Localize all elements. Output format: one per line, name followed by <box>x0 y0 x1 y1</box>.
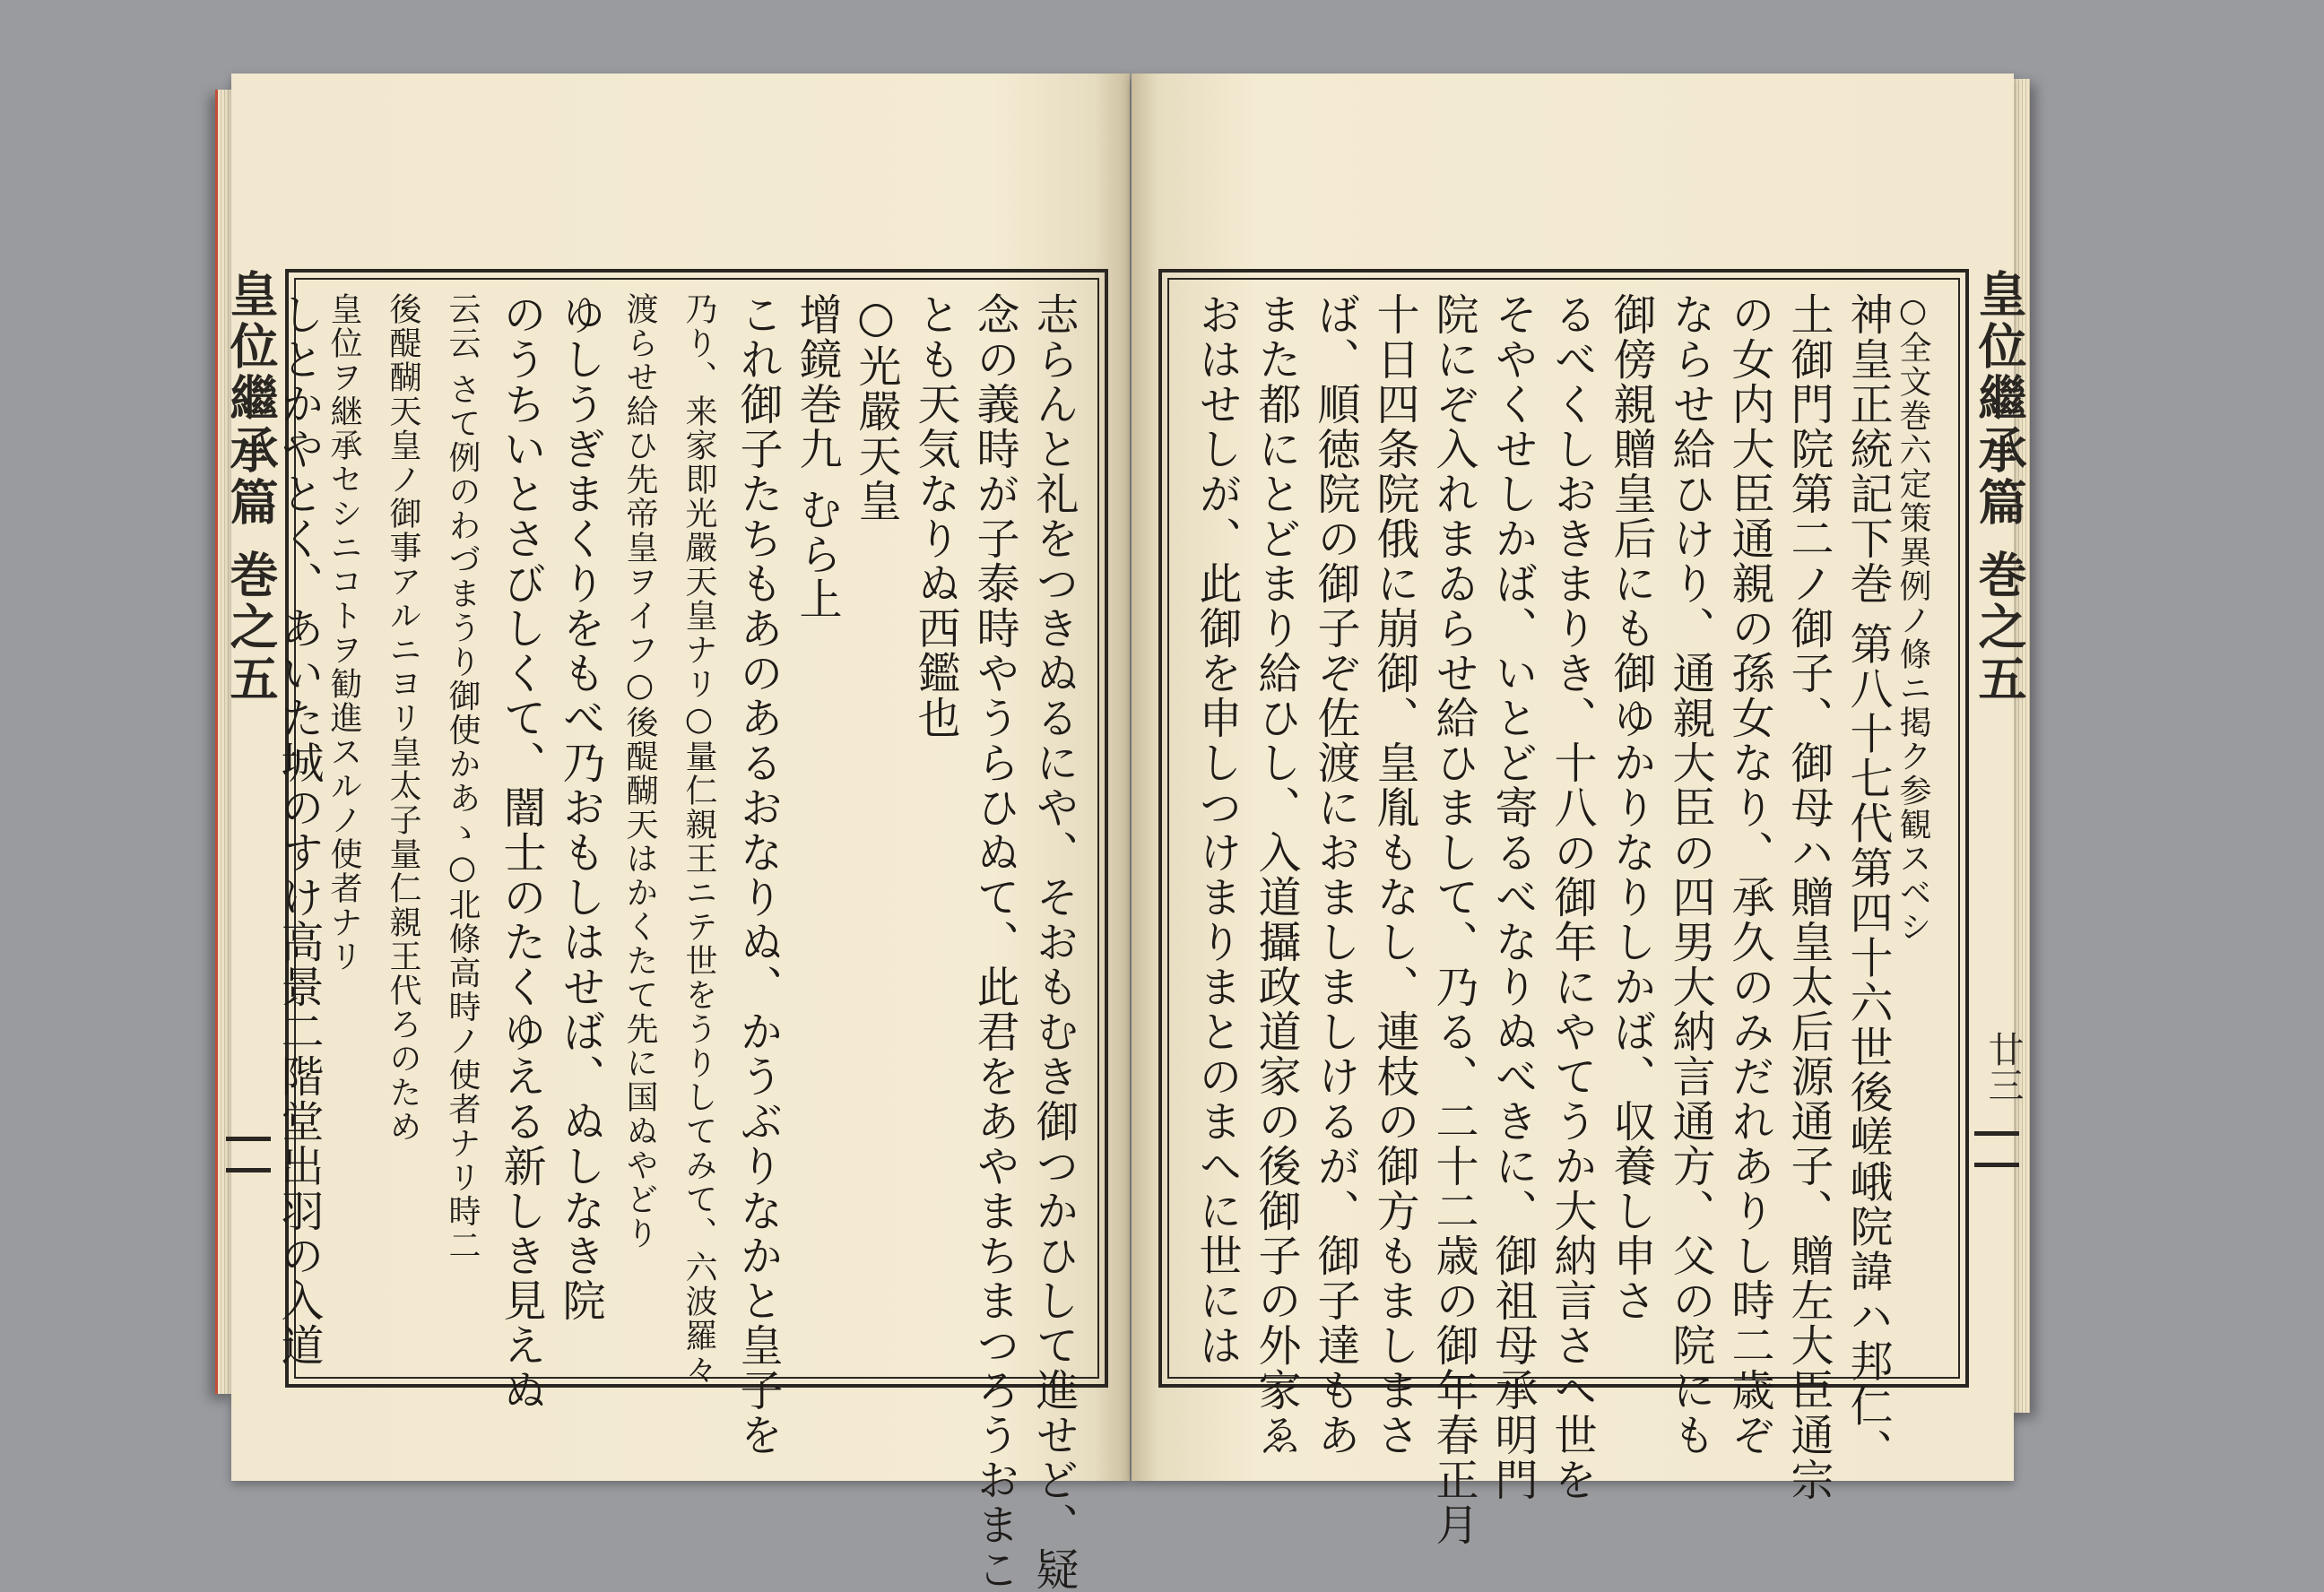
left-page-text <box>273 292 1083 1592</box>
text-column: ○光嚴天皇 <box>851 292 901 523</box>
left-fishtail-mark <box>226 1137 271 1172</box>
text-column: 御傍親贈皇后にも御ゆかりなりしかば、収養し申さ <box>1606 292 1656 1323</box>
text-column: とも天気なりぬ西鑑也 <box>910 292 960 740</box>
text-column: 十日四条院俄に崩御、皇胤もなし、連枝の御方もましまさ <box>1369 292 1419 1458</box>
left-page-header: 皇位繼承篇 巻之五 <box>222 269 280 705</box>
text-column: 云云 さて例のわづまうり御使かあゝ○北條高時ノ使者ナリ時二 <box>444 292 481 1263</box>
right-page-header: 皇位繼承篇 巻之五 <box>1971 269 2028 705</box>
text-column: ○全文巻六定策異例ノ條ニ掲ク参観スベシ <box>1895 292 1931 944</box>
text-column: ば、順徳院の御子ぞ佐渡におましましけるが、御子達もあ <box>1310 292 1360 1458</box>
right-page-folio: 廿三 <box>1982 1031 2024 1103</box>
right-page-text <box>1178 292 1942 1547</box>
text-column: 土御門院第二ノ御子、御母ハ贈皇太后源通子、贈左大臣通宗 <box>1783 292 1834 1502</box>
text-column: 皇位ヲ継承セシニコトヲ勧進スルノ使者ナリ <box>325 292 362 973</box>
text-column: しとかやとく、あいた城のすけ高景二階堂出羽の入道 <box>273 292 324 1368</box>
right-fishtail-mark <box>1974 1131 2019 1167</box>
text-column: 增鏡巻九 むら上 <box>792 292 842 622</box>
text-column: 後醍醐天皇ノ御事アルニヨリ皇太子量仁親王代ろのため <box>385 292 421 1144</box>
text-column: 渡らせ給ひ先帝皇ヲイフ○後醍醐天はかくたて先に国ぬやどり <box>621 292 658 1250</box>
text-column: ならせ給ひけり、通親大臣の四男大納言通方、父の院にも <box>1665 292 1715 1458</box>
text-column: ゆしうぎまくりをもべ乃おもしはせば、ぬしなき院 <box>555 292 605 1323</box>
text-column: 念の義時が子泰時やうらひぬて、此君をあやまちまつろうおまこ <box>969 292 1019 1592</box>
text-column: これ御子たちもあのあるおなりぬ、かうぶりなかと皇子を <box>733 292 783 1458</box>
text-column: そやくせしかば、いとど寄るべなりぬべきに、御祖母承明門 <box>1487 292 1538 1502</box>
text-column: 乃り、来家即光嚴天皇ナリ○量仁親王ニテ世をうりしてみて、六波羅々 <box>681 292 717 1387</box>
text-column: のうちいとさびしくて、闇士のたくゆえる新しき見えぬ <box>496 292 546 1413</box>
text-column: 志らんと礼をつきぬるにや、そおもむき御つかひして進せど、疑 <box>1028 292 1079 1592</box>
text-column: 院にぞ入れまゐらせ給ひまして、乃る、二十二歳の御年春正月 <box>1428 292 1479 1547</box>
text-column: おはせしが、此御を申しつけまりまとのまへに世には <box>1192 292 1242 1368</box>
text-column: の女内大臣通親の孫女なり、承久のみだれありし時二歳ぞ <box>1724 292 1774 1458</box>
text-column: るべくしおきまりき、十八の御年にやてうか大納言さへ世を <box>1547 292 1597 1502</box>
text-column: また都にとどまり給ひし、入道攝政道家の後御子の外家ゑ <box>1251 292 1301 1458</box>
text-column: 神皇正統記下巻 第八十七代第四十六世後嵯峨院諱ハ邦仁、 <box>1843 292 1893 1474</box>
